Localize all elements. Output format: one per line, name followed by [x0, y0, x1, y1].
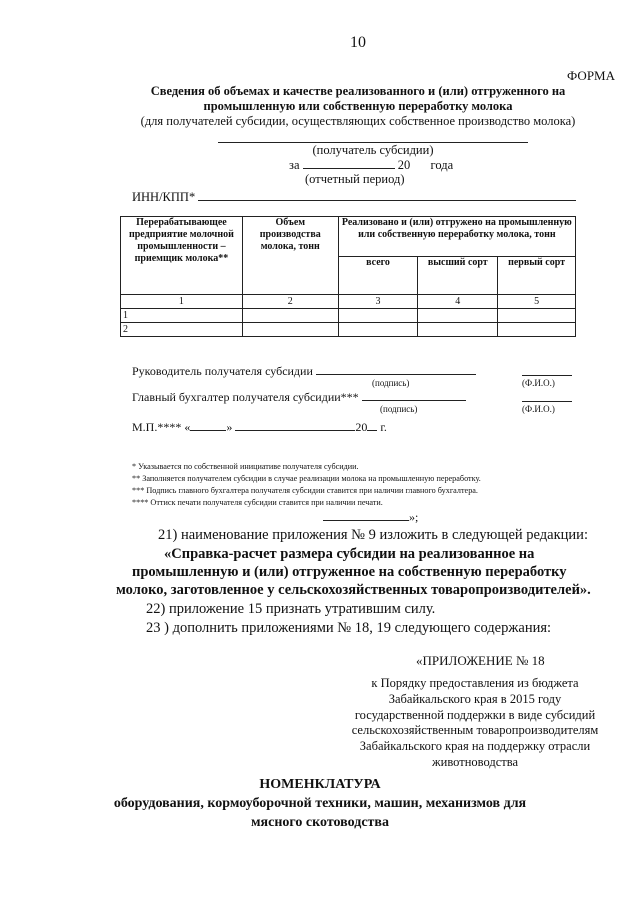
form-title-line3: (для получателей субсидии, осуществляющих собственное производство молока): [140, 114, 576, 128]
column-number-row: [121, 295, 576, 309]
accountant-sign-line: [362, 388, 466, 401]
footnote-1: * Указывается по собственной инициативе получателя субсидии.: [132, 462, 359, 471]
row-number: 1: [121, 309, 243, 323]
row-number: 2: [121, 323, 243, 337]
form-label: ФОРМА: [567, 68, 615, 83]
table-cell: [338, 309, 418, 323]
form-title-line2: промышленную или собственную переработку молока: [203, 99, 513, 113]
table-row: [121, 323, 576, 337]
stamp-quote-close: »: [226, 420, 233, 434]
appendix-line: к Порядку предоставления из бюджета: [371, 676, 579, 690]
head-sign-caption: (подпись): [372, 378, 410, 388]
quote-line-3: молоко, заготовленное у сельскохозяйственных товаропроизводителей».: [116, 582, 591, 598]
stamp-label: М.П.****: [132, 420, 182, 434]
milk-volume-table: [120, 216, 576, 337]
col-number: 3: [338, 295, 418, 309]
table-cell: [242, 323, 338, 337]
quote-line-1: «Справка-расчет размера субсидии на реализованное на: [164, 546, 535, 562]
table-cell: [418, 323, 498, 337]
nomenclature-line-1: оборудования, кормоуборочной техники, машин, механизмов для: [113, 796, 527, 811]
nomenclature-title: НОМЕНКЛАТУРА: [259, 777, 381, 792]
period-row: [289, 156, 453, 173]
col-number: 4: [418, 295, 498, 309]
inn-label: ИНН/КПП*: [132, 190, 196, 204]
appendix-details: [340, 676, 610, 771]
col-number: 1: [121, 295, 243, 309]
appendix-line: сельскохозяйственным товаропроизводителям: [351, 723, 599, 738]
item-21: 21) наименование приложения № 9 изложить в следующей редакции:: [158, 527, 588, 543]
head-label: Руководитель получателя субсидии: [132, 364, 313, 378]
table-cell: [498, 309, 576, 323]
form-title-line1: Сведения об объемах и качестве реализованного и (или) отгруженного на: [150, 84, 566, 98]
stamp-year-suffix: г.: [380, 420, 387, 434]
head-fio-line: [522, 375, 572, 376]
header-total: всего: [338, 257, 418, 295]
col-number: 5: [498, 295, 576, 309]
stamp-day-line: [190, 418, 226, 431]
head-signature-row: [132, 362, 476, 379]
period-prefix: за: [289, 158, 300, 172]
period-year-prefix: 20: [397, 158, 411, 172]
footnote-4: **** Оттиск печати получателя субсидии ставится при наличии печати.: [132, 498, 383, 507]
table-cell: [338, 323, 418, 337]
inn-field: [198, 188, 576, 201]
col-number: 2: [242, 295, 338, 309]
stamp-quote-open: «: [184, 420, 191, 434]
accountant-signature-row: [132, 388, 466, 405]
head-fio-caption: (Ф.И.О.): [522, 378, 555, 388]
period-blank: [303, 156, 395, 169]
quote-line-2: промышленную и (или) отгруженное на собственную переработку: [132, 564, 567, 580]
appendix-line: животноводства: [432, 754, 518, 769]
period-caption: (отчетный период): [305, 172, 405, 186]
stamp-year: 20: [355, 420, 368, 434]
header-highest-grade: высший сорт: [418, 257, 498, 295]
appendix-title: «ПРИЛОЖЕНИЕ № 18: [416, 653, 545, 668]
header-production-volume: Объем производства молока, тонн: [242, 217, 338, 295]
nomenclature-line-2: мясного скотоводства: [251, 815, 389, 830]
table-cell: [498, 323, 576, 337]
stamp-row: [132, 418, 387, 435]
table-cell: [242, 309, 338, 323]
item-22: 22) приложение 15 признать утратившим силу.: [146, 601, 436, 617]
inn-row: [132, 188, 576, 205]
accountant-fio-caption: (Ф.И.О.): [522, 404, 555, 414]
appendix-line: Забайкальского края на поддержку отрасли: [359, 739, 591, 754]
accountant-fio-line: [522, 401, 572, 402]
item-23: 23 ) дополнить приложениями № 18, 19 следующего содержания:: [146, 620, 552, 636]
footnote-2: ** Заполняется получателем субсидии в случае реализации молока на промышленную переработку.: [132, 474, 481, 483]
header-first-grade: первый сорт: [498, 257, 576, 295]
page-number: 10: [350, 34, 366, 51]
recipient-caption: (получатель субсидии): [312, 143, 434, 157]
stamp-month-line: [235, 418, 355, 431]
footnote-3: *** Подпись главного бухгалтера получателя субсидии ставится при наличии главного бухгалтера.: [132, 486, 478, 495]
accountant-label: Главный бухгалтер получателя субсидии***: [132, 390, 359, 404]
accountant-sign-caption: (подпись): [380, 404, 418, 414]
table-cell: [418, 309, 498, 323]
head-sign-line: [316, 362, 476, 375]
closing-line: [323, 508, 409, 521]
header-processor: Перерабатывающее предприятие молочной промышленности – приемщик молока**: [121, 217, 243, 295]
closing-mark: »;: [409, 510, 419, 524]
stamp-year-line: [367, 418, 377, 431]
closing-mark-row: [323, 508, 418, 525]
header-sold-group: Реализовано и (или) отгружено на промышленную или собственную переработку молока, тонн: [338, 217, 575, 257]
table-row: [121, 309, 576, 323]
period-year-suffix: года: [430, 158, 454, 172]
appendix-line: Забайкальского края в 2015 году: [388, 691, 562, 706]
appendix-line: государственной поддержки в виде субсидий: [354, 707, 596, 722]
